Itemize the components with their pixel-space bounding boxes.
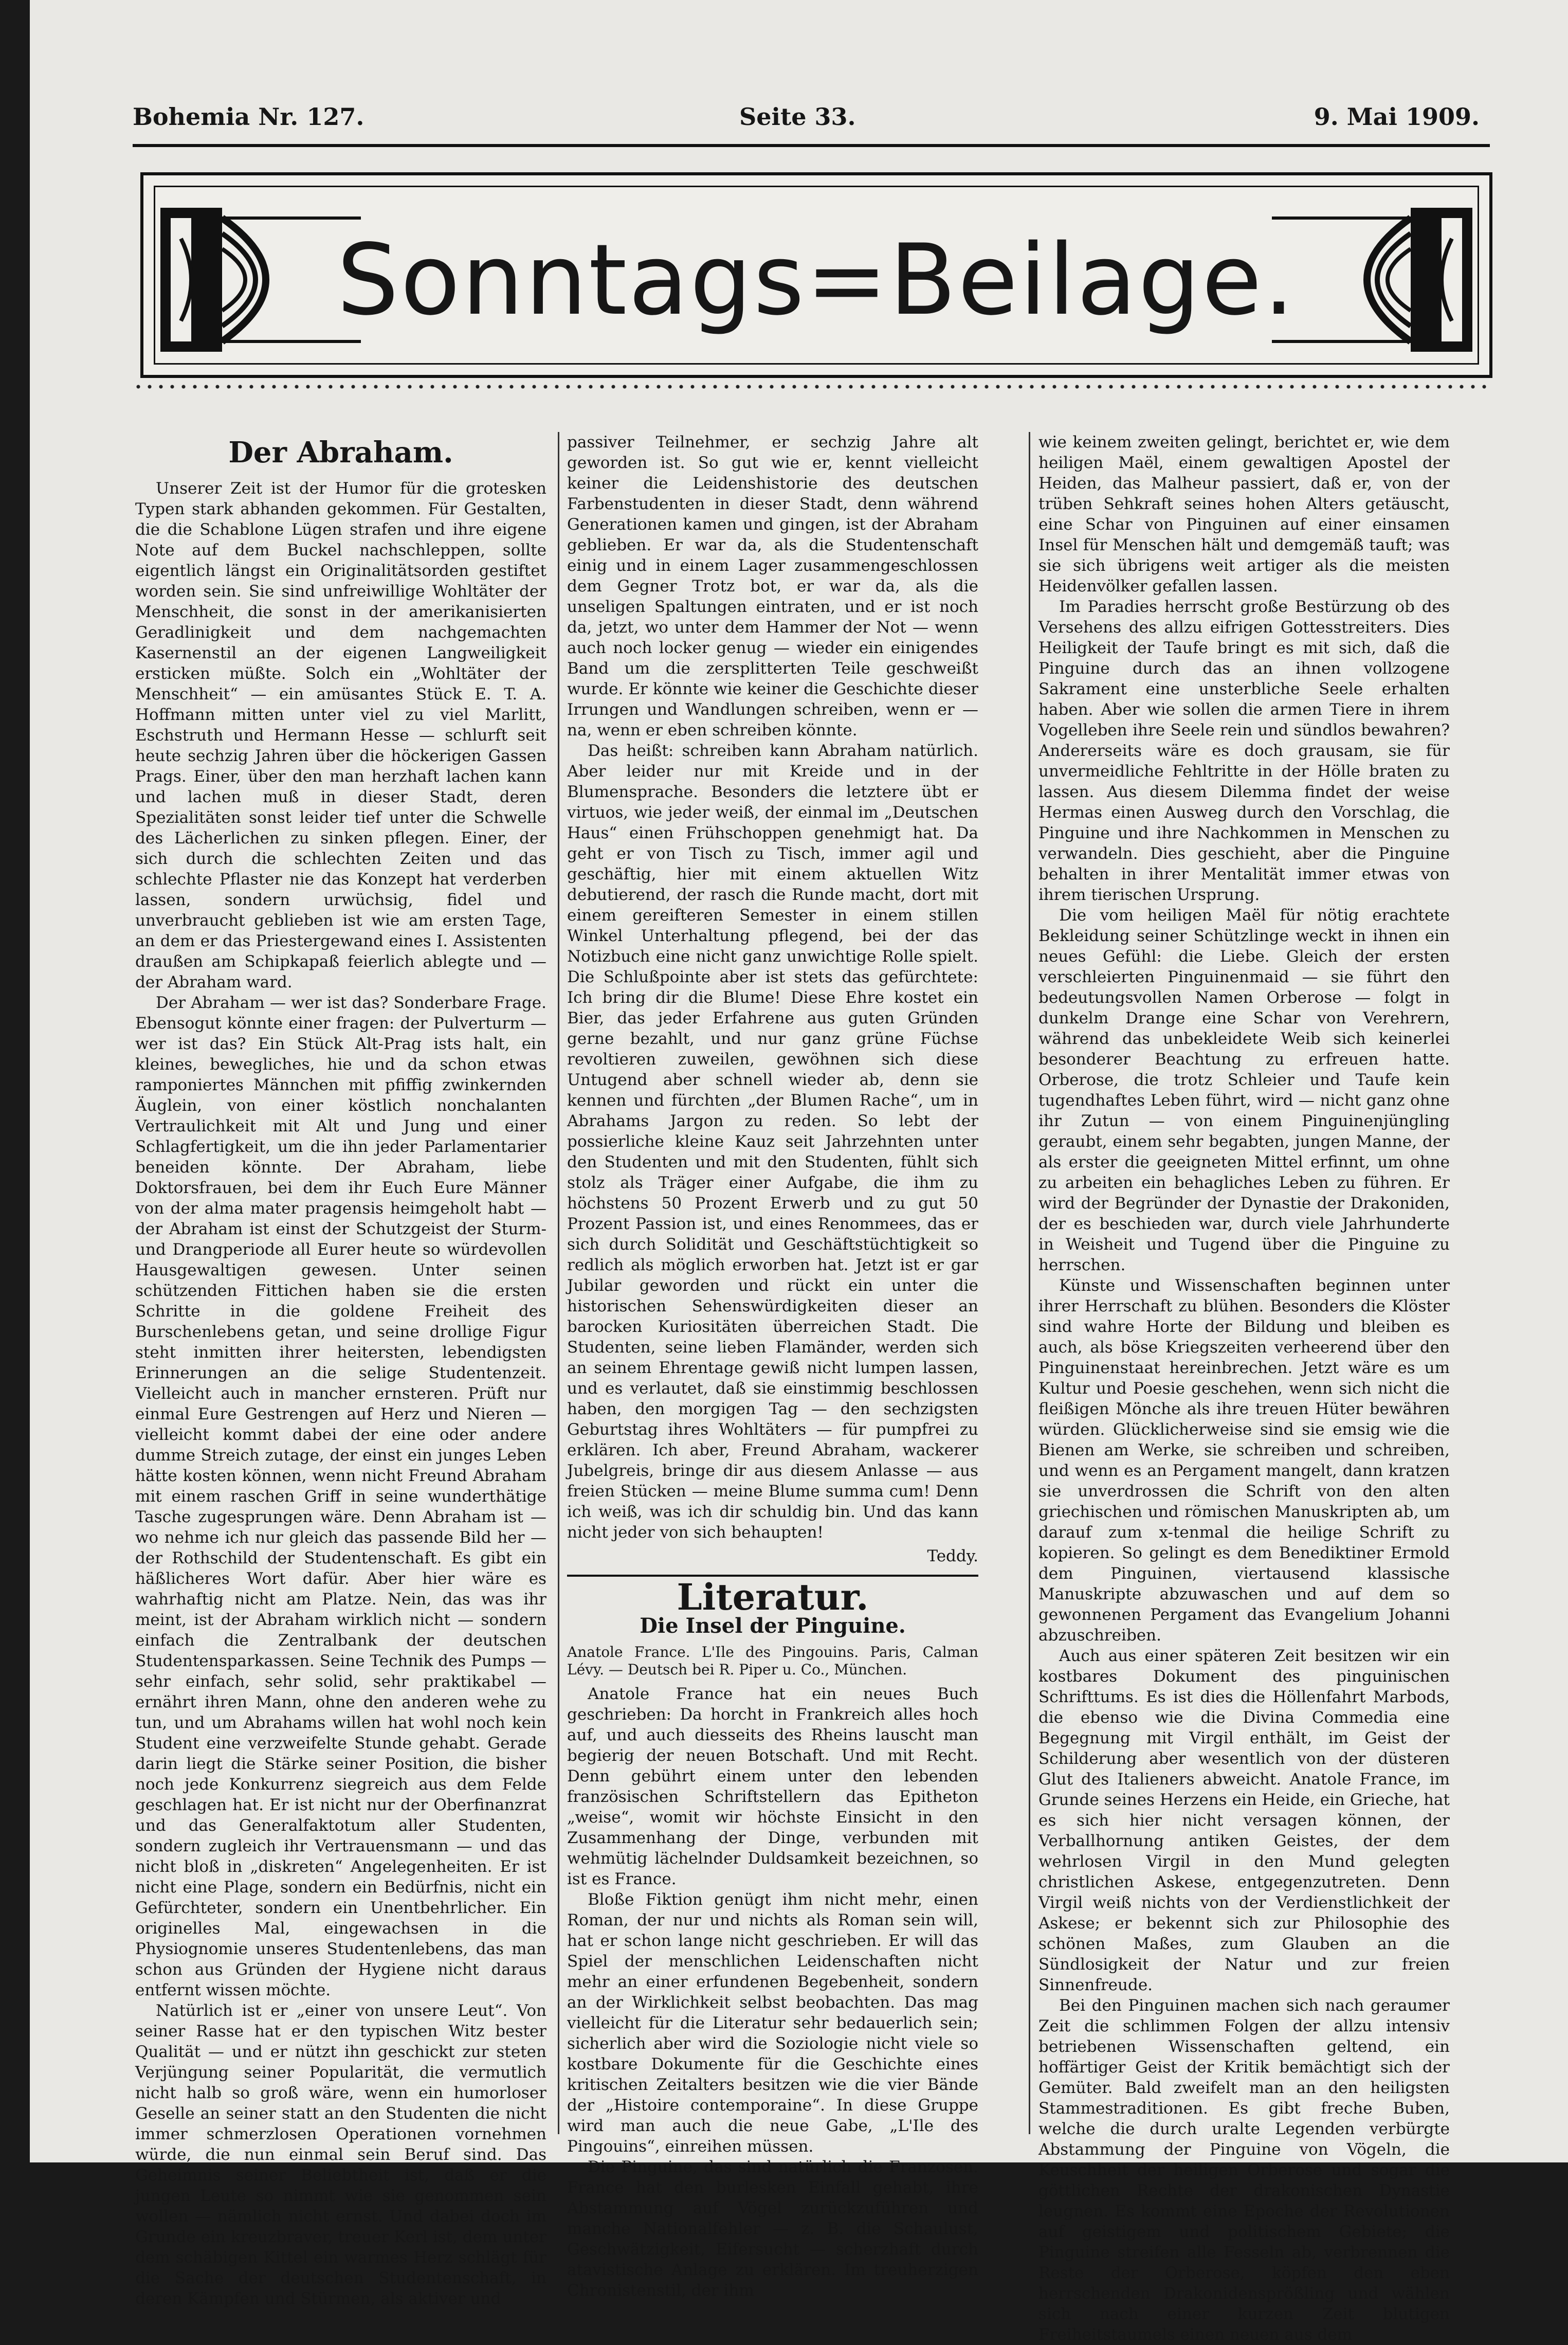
header-page-number: Seite 33.: [739, 103, 856, 131]
paragraph: wie keinem zweiten gelingt, berichtet er, wie dem heiligen Maël, einem gewaltigen Apostel der Heiden, das Malheur passiert, daß er, von der trüben Sehkraft seines hohen Alters getäuscht, eine Schar von Pinguinen auf einer einsamen Insel für Menschen hält und demgemäß tauft; was sie sich übrigens weit artiger als die meisten Heidenvölker gefallen lassen.: [1038, 433, 1450, 596]
ornament-right-icon: [1262, 187, 1478, 372]
masthead-title: Sonntags=Beilage.: [337, 223, 1296, 337]
paragraph: Im Paradies herrscht große Bestürzung ob des Versehens des allzu eifrigen Gottesstreiters. Dies Heiligkeit der Taufe bringt es mit sich, daß die Pinguine durch das an ihnen vollzogene Sakrament eine unsterbliche Seele erhalten haben. Aber wie sollen die armen Tiere in ihrem Vogelleben ihre Seele rein und sündlos bewahren? Andererseits wäre es doch grausam, sie für unvermeidliche Fehltritte in der Hölle braten zu lassen. Aus diesem Dilemma findet der weise Hermas einen Ausweg durch den Vorschlag, die Pinguine und ihre Nachkommen in Menschen zu verwandeln. Dies geschieht, aber die Pinguine behalten in ihrer Mentalität immer etwas von ihrem tierischen Ursprung.: [1038, 598, 1450, 904]
column-rule: [558, 432, 559, 2134]
column-1: [135, 432, 546, 2309]
paragraph: Natürlich ist er „einer von unsere Leut“. Von seiner Rasse hat er den typischen Witz bester Qualität — und er nützt ihn geschickt zur steten Verjüngung seiner Popularität, die vermutlich nicht halb so groß wäre, wenn ein humorloser Geselle an seiner statt an den Studenten die nicht immer schmerzlosen Operationen vornehmen würde, die nun einmal sein Beruf sind. Das Geheimnis seiner Beliebtheit ist, daß er die jungen Leute so nimmt wie sie genommen sein wollen — nämlich nicht ernst. Und dabei doch im Grunde ein kreuzbraver, treuer Kerl ist, dem unter dem schäbigen Kittel ein warmes Herz schlägt für die Sache der deutschen Studentenschaft, in deren Kämpfen und Stürmen, als aktiver und: [135, 2001, 546, 2308]
paragraph: Bei den Pinguinen machen sich nach geraumer Zeit die schlimmen Folgen der allzu intensiv betriebenen Wissenschaften geltend, ein hoffärtiger Geist der Kritik bemächtigt sich der Gemüter. Bald zweifelt man an den heiligsten Stammestraditionen. Es gibt freche Buben, welche die durch uralte Legenden verbürgte Abstammung der Pinguine von Vögeln, die Keuschheit der heiligen Orberose und sogar die göttlichen Rechte der drakonischen Dynastie leugnen. Es kommt eine Epoche der Revolutionen auf geistigem und politischem Gebiete; die Pinguine streifen alle Fesseln ab, verbrennen die Reste der Orberose, köpfen den eben herrschenden Drakonidensprößling und wählen sich nach einer kurzen Zeit blutigen Freiheitstaumels einen neuen aus dem: [1038, 1996, 1450, 2344]
header-issue: Bohemia Nr. 127.: [133, 103, 364, 131]
paragraph: Bloße Fiktion genügt ihm nicht mehr, einen Roman, der nur und nichts als Roman sein will, hat er schon lange nicht geschrieben. Er will das Spiel der menschlichen Leidenschaften nicht mehr an einer erfundenen Begebenheit, sondern an der Wirklichkeit selbst beobachten. Das mag vielleicht für die Literatur sehr bedauerlich sein; sicherlich aber wird die Soziologie nicht viele so kostbare Dokumente für die Geschichte eines kritischen Zeitalters besitzen wie die vier Bände der „Histoire contemporaine“. In diese Gruppe wird man auch die neue Gabe, „L'Ile des Pingouins“, einreihen müssen.: [567, 1890, 978, 2156]
bibliographic-note: Anatole France. L'Ile des Pingouins. Paris, Calman Lévy. — Deutsch bei R. Piper u. Co., München.: [567, 1644, 978, 1678]
header-rule: [133, 144, 1490, 147]
paragraph: Die Pinguine, das sind natürlich die Franzosen. France hat den burlesken Einfall gehabt, ihre Abstammung auf Vögel zurückzuführen und manche Nationalfehler — z. B. die Schaulust, Geschwätzigkeit, Eifersucht — scherzhaft durch atavistische Anlage zu erklären. Im treuherzigen Chronistenstil, der ihm: [567, 2158, 978, 2300]
article-title: Die Insel der Pinguine.: [640, 1614, 906, 1638]
header-date: 9. Mai 1909.: [1314, 103, 1480, 131]
newspaper-page: [30, 0, 1568, 2344]
masthead-inner-frame: [154, 186, 1479, 365]
article-title: Der Abraham.: [228, 436, 453, 470]
page-header: [133, 103, 1480, 139]
paragraph: Unserer Zeit ist der Humor für die grotesken Typen stark abhanden gekommen. Für Gestalten, die die Schablone Lügen strafen und ihre eigene Note auf dem Buckel nachschleppen, sollte eigentlich längst ein Originalitätsorden gestiftet worden sein. Sie sind unfreiwillige Wohltäter der Menschheit, die sonst in der amerikanisierten Geradlinigkeit und dem nachgemachten Kasernenstil an der eigenen Langweiligkeit ersticken müßte. Solch ein „Wohltäter der Menschheit“ — ein amüsantes Stück E. T. A. Hoffmann mitten unter viel zu viel Marlitt, Eschstruth und Hermann Hesse — schlurft seit heute sechzig Jahren über die höckerigen Gassen Prags. Einer, über den man herzhaft lachen kann und lachen muß in dieser Stadt, deren Spezialitäten sonst leider tief unter die Schwelle des Lächerlichen zu sinken pflegen. Einer, der sich durch die schlechten Zeiten und das schlechte Pflaster nie das Konzept hat verderben lassen, sondern urwüchsig, fidel und unverbraucht geblieben ist wie am ersten Tage, an dem er das Priestergewand eines I. Assistenten draußen am Schipkapaß feierlich ablegte und — der Abraham ward.: [135, 479, 546, 991]
article-signature: Teddy.: [927, 1547, 978, 1565]
paragraph: Anatole France hat ein neues Buch geschrieben: Da horcht in Frankreich alles hoch auf, und auch diesseits des Rheins lauscht man begierig der neuen Botschaft. Und mit Recht. Denn gebührt einem unter den lebenden französischen Schriftstellern das Epitheton „weise“, womit wir höchste Einsicht in den Zusammenhang der Dinge, verbunden mit wehmütig lächelnder Duldsamkeit bezeichnen, so ist es France.: [567, 1685, 978, 1888]
paragraph: Künste und Wissenschaften beginnen unter ihrer Herrschaft zu blühen. Besonders die Klöster sind wahre Horte der Bildung und bleiben es auch, als böse Kriegszeiten verheerend über den Pinguinenstaat hereinbrechen. Jetzt wäre es um Kultur und Poesie geschehen, wenn sich nicht die fleißigen Mönche als ihre treuen Hüter bewähren würden. Glücklicherweise sind sie emsig wie die Bienen am Werke, sie schreiben und schreiben, und wenn es an Pergament mangelt, dann kratzen sie unverdrossen die Schrift von den alten griechischen und römischen Manuskripten ab, um darauf zum x-tenmal die heilige Schrift zu kopieren. So gelingt es dem Benediktiner Ermold dem Pinguinen, viertausend klassische Manuskripte abzuwaschen und auf dem so gewonnenen Pergament das Evangelium Johanni abzuschreiben.: [1038, 1276, 1450, 1645]
column-3: [1038, 432, 1450, 2345]
paragraph: Das heißt: schreiben kann Abraham natürlich. Aber leider nur mit Kreide und in der Blumensprache. Besonders die letztere übt er virtuos, wie jeder weiß, der einmal im „Deutschen Haus“ einen Frühschoppen genehmigt hat. Da geht er von Tisch zu Tisch, immer agil und geschäftig, hier mit einem aktuellen Witz debutierend, der rasch die Runde macht, dort mit einem gereifteren Semester in einem stillen Winkel Unterhaltung pflegend, bei der das Notizbuch eine nicht ganz unwichtige Rolle spielt. Die Schlußpointe aber ist stets das gefürchtete: Ich bring dir die Blume! Diese Ehre kostet ein Bier, das jeder Erfahrene aus guten Gründen gerne bezahlt, und nur ganz grüne Füchse revoltieren zuweilen, gewöhnen sich diese Untugend aber schnell wieder ab, denn sie kennen und fürchten „der Blumen Rache“, um in Abrahams Jargon zu reden. So lebt der possierliche kleine Kauz seit Jahrzehnten unter den Studenten und mit den Studenten, fühlt sich stolz als Träger einer Aufgabe, die ihm zu höchstens 50 Prozent Erwerb und zu gut 50 Prozent Passion ist, und eines Renommees, das er sich durch Solidität und Geschäftstüchtigkeit so redlich als möglich erworben hat. Jetzt ist er gar Jubilar geworden und rückt ein unter die historischen Sehenswürdigkeiten dieser an barocken Kuriositäten überreichen Stadt. Die Studenten, seine lieben Flamänder, werden sich an seinem Ehrentage gewiß nicht lumpen lassen, und es verlautet, daß sie einstimmig beschlossen haben, den morgigen Tag — den sechzigsten Geburtstag ihres Wohltäters — für pumpfrei zu erklären. Ich aber, Freund Abraham, wackerer Jubelgreis, bringe dir aus diesem Anlasse — aus freien Stücken — meine Blume summa cum! Denn ich weiß, was ich dir schuldig bin. Und das kann nicht jeder von sich behaupten!: [567, 742, 978, 1542]
column-2: [567, 432, 978, 2301]
masthead-banner: [140, 172, 1492, 378]
column-rule: [1029, 432, 1030, 2134]
dotted-separator: [133, 383, 1490, 390]
section-title: Literatur.: [677, 1576, 869, 1618]
paragraph: passiver Teilnehmer, er sechzig Jahre alt geworden ist. So gut wie er, kennt vielleicht keiner die Leidenshistorie des deutschen Farbenstudenten in dieser Stadt, denn während Generationen kamen und gingen, ist der Abraham geblieben. Er war da, als die Studentenschaft einig und in einem Lager zusammengeschlossen dem Gegner Trotz bot, er war da, als die unseligen Spaltungen eintraten, und er ist noch da, jetzt, wo unter dem Hammer der Not — wenn auch noch locker genug — wieder ein einigendes Band um die zersplitterten Teile geschweißt wurde. Er könnte wie keiner die Geschichte dieser Irrungen und Wandlungen schreiben, wenn er — na, wenn er eben schreiben könnte.: [567, 433, 978, 739]
paragraph: Der Abraham — wer ist das? Sonderbare Frage. Ebensogut könnte einer fragen: der Pulverturm — wer ist das? Ein Stück Alt-Prag ists halt, ein kleines, bewegliches, hie und da schon etwas ramponiertes Männchen mit pfiffig zwinkernden Äuglein, von einer köstlich nonchalanten Vertraulichkeit mit Alt und Jung und einer Schlagfertigkeit, um die ihn jeder Parlamentarier beneiden könnte. Der Abraham, liebe Doktorsfrauen, bei dem ihr Euch Eure Männer von der alma mater pragensis heimgeholt habt — der Abraham ist einst der Schutzgeist der Sturm- und Drangperiode all Eurer heute so würdevollen Hausgewaltigen gewesen. Unter seinen schützenden Fittichen haben sie die ersten Schritte in die goldene Freiheit des Burschenlebens getan, und seine drollige Figur steht inmitten ihrer heitersten, lebendigsten Erinnerungen an die selige Studentenzeit. Vielleicht auch in mancher ernsteren. Prüft nur einmal Eure Gestrengen auf Herz und Nieren — vielleicht kommt dabei der eine oder andere dumme Streich zutage, der einst ein junges Leben hätte kosten können, wenn nicht Freund Abraham mit einem raschen Griff in seine wunderthätige Tasche zugesprungen wäre. Denn Abraham ist — wo nehme ich nur gleich das passende Bild her — der Rothschild der Studentenschaft. Es gibt ein häßlicheres Wort dafür. Aber hier wäre es wahrhaftig nicht am Platze. Nein, das was ihr meint, ist der Abraham wirklich nicht — sondern einfach die Zentralbank der deutschen Studentensparkassen. Seine Technik des Pumps — sehr einfach, sehr solid, sehr praktikabel — ernährt ihren Mann, ohne den anderen wehe zu tun, und um Abrahams willen hat wohl noch kein Student eine verzweifelte Stunde gehabt. Gerade darin liegt die Stärke seiner Position, die bisher noch jede Konkurrenz siegreich aus dem Felde geschlagen hat. Er ist nicht nur der Oberfinanzrat und das Generalfaktotum aller Studenten, sondern zugleich ihr Vertrauensmann — und das nicht bloß in „diskreten“ Angelegenheiten. Er ist nicht eine Plage, sondern ein Bedürfnis, nicht ein Gefürchteter, sondern ein Unentbehrlicher. Ein originelles Mal, eingewachsen in die Physiognomie unseres Studentenlebens, das man schon aus Gründen der Hygiene nicht daraus entfernt wissen möchte.: [135, 994, 546, 1999]
paragraph: Die vom heiligen Maël für nötig erachtete Bekleidung seiner Schützlinge weckt in ihnen ein neues Gefühl: die Liebe. Gleich der ersten verschleierten Pinguinenmaid — sie führt den bedeutungsvollen Namen Orberose — folgt in dunkelm Drange eine Schar von Verehrern, während das unbekleidete Weib sich keinerlei besonderer Beachtung zu erfreuen hatte. Orberose, die trotz Schleier und Taufe kein tugendhaftes Leben führt, wird — nicht ganz ohne ihr Zutun — von einem Pinguinenjüngling geraubt, einem sehr begabten, jungen Manne, der als erster die geeigneten Mittel erfinnt, um ohne zu arbeiten ein behagliches Leben zu führen. Er wird der Begründer der Dynastie der Drakoniden, der es beschieden war, durch viele Jahrhunderte in Weisheit und Tugend über die Pinguine zu herrschen.: [1038, 906, 1450, 1274]
paragraph: Auch aus einer späteren Zeit besitzen wir ein kostbares Dokument des pinguinischen Schrifttums. Es ist dies die Höllenfahrt Marbods, die ebenso wie die Divina Commedia eine Begegnung mit Virgil enthält, im Geist der Schilderung aber wesentlich von der düsteren Glut des Italieners abweicht. Anatole France, im Grunde seines Herzens ein Heide, ein Grieche, hat es sich hier nicht versagen können, der Verballhornung antiken Geistes, der dem wehrlosen Virgil in den Mund gelegten christlichen Askese, entgegenzutreten. Denn Virgil weiß nichts von der Verdienstlichkeit der Askese; er bekennt sich zur Philosophie des schönen Maßes, zum Glauben an die Sündlosigkeit der Natur und zur freien Sinnenfreude.: [1038, 1647, 1450, 1994]
